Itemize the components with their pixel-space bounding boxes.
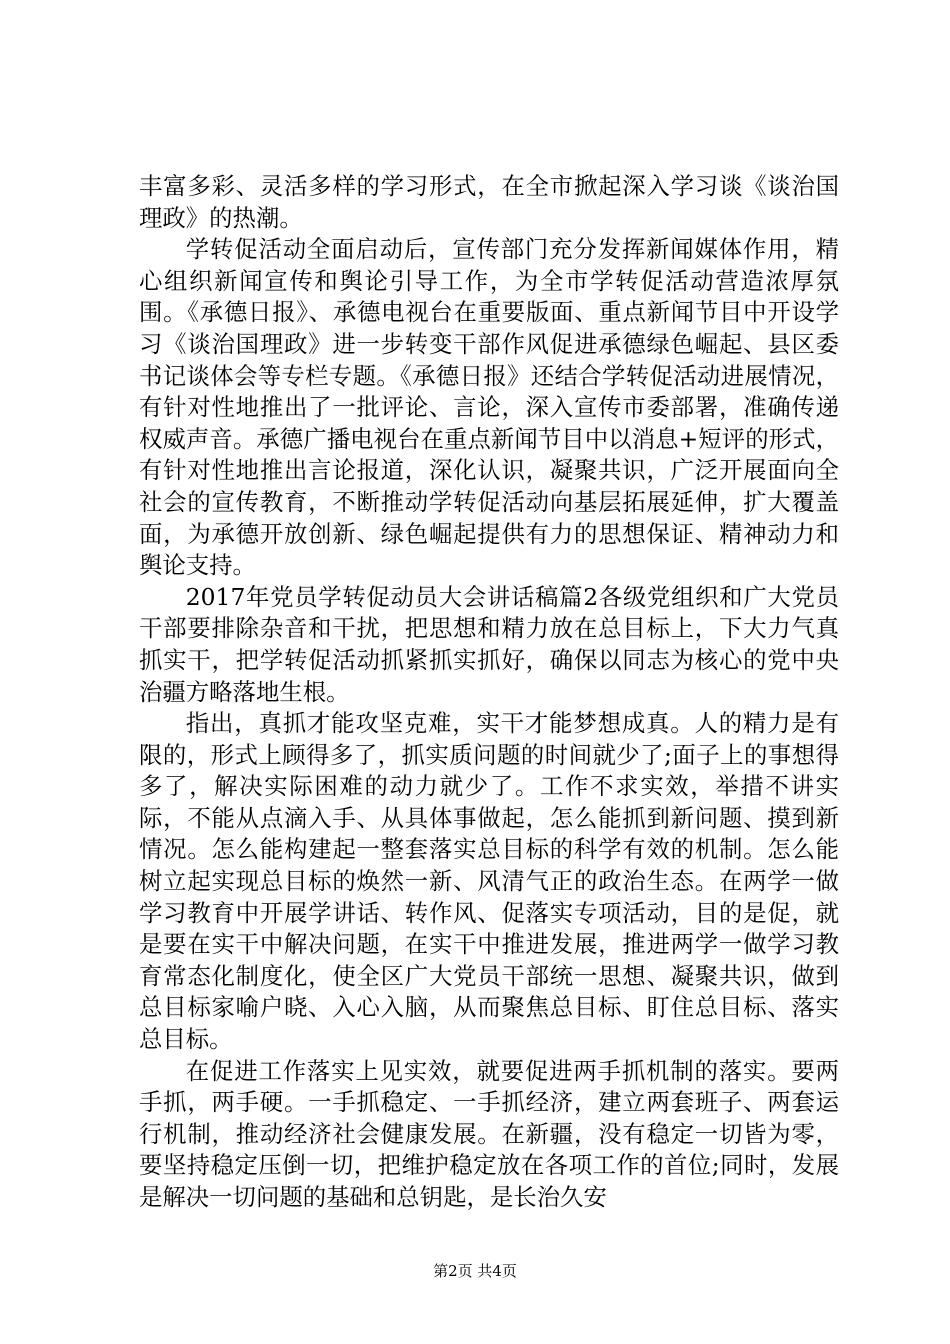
paragraph-1: 丰富多彩、灵活多样的学习形式，在全市掀起深入学习谈《谈治国理政》的热潮。 (139, 172, 839, 232)
paragraph-3: 2017年党员学转促动员大会讲话稿篇2各级党组织和广大党员干部要排除杂音和干扰，把思想和精力放在总目标上，下大力气真抓实干，把学转促活动抓紧抓实抓好，确保以同志为核心的党中央治疆方略落地生根。 (139, 582, 839, 706)
page-footer: 第2页 共4页 (433, 1262, 517, 1280)
paragraph-5: 在促进工作落实上见实效，就要促进两手抓机制的落实。要两手抓，两手硬。一手抓稳定、一手抓经济，建立两套班子、两套运行机制，推动经济社会健康发展。在新疆，没有稳定一切皆为零，要坚持稳定压倒一切，把维护稳定放在各项工作的首位;同时，发展是解决一切问题的基础和总钥匙，是长治久安 (139, 1056, 839, 1211)
paragraph-4: 指出，真抓才能攻坚克难，实干才能梦想成真。人的精力是有限的，形式上顾得多了，抓实质问题的时间就少了;面子上的事想得多了，解决实际困难的动力就少了。工作不求实效，举措不讲实际，不能从点滴入手、从具体事做起，怎么能抓到新问题、摸到新情况。怎么能构建起一整套落实总目标的科学有效的机制。怎么能树立起实现总目标的焕然一新、风清气正的政治生态。在两学一做学习教育中开展学讲话、转作风、促落实专项活动，目的是促，就是要在实干中解决问题，在实干中推进发展，推进两学一做学习教育常态化制度化，使全区广大党员干部统一思想、凝聚共识，做到总目标家喻户晓、入心入脑，从而聚焦总目标、盯住总目标、落实总目标。 (139, 709, 839, 1054)
paragraph-2: 学转促活动全面启动后，宣传部门充分发挥新闻媒体作用，精心组织新闻宣传和舆论引导工作，为全市学转促活动营造浓厚氛围。《承德日报》、承德电视台在重要版面、重点新闻节目中开设学习《谈治国理政》进一步转变干部作风促进承德绿色崛起、县区委书记谈体会等专栏专题。《承德日报》还结合学转促活动进展情况，有针对性地推出了一批评论、言论，深入宣传市委部署，准确传递权威声音。承德广播电视台在重点新闻节目中以消息+短评的形式，有针对性地推出言论报道，深化认识，凝聚共识，广泛开展面向全社会的宣传教育，不断推动学转促活动向基层拓展延伸，扩大覆盖面，为承德开放创新、绿色崛起提供有力的思想保证、精神动力和舆论支持。 (139, 235, 839, 580)
document-body (139, 171, 839, 1214)
